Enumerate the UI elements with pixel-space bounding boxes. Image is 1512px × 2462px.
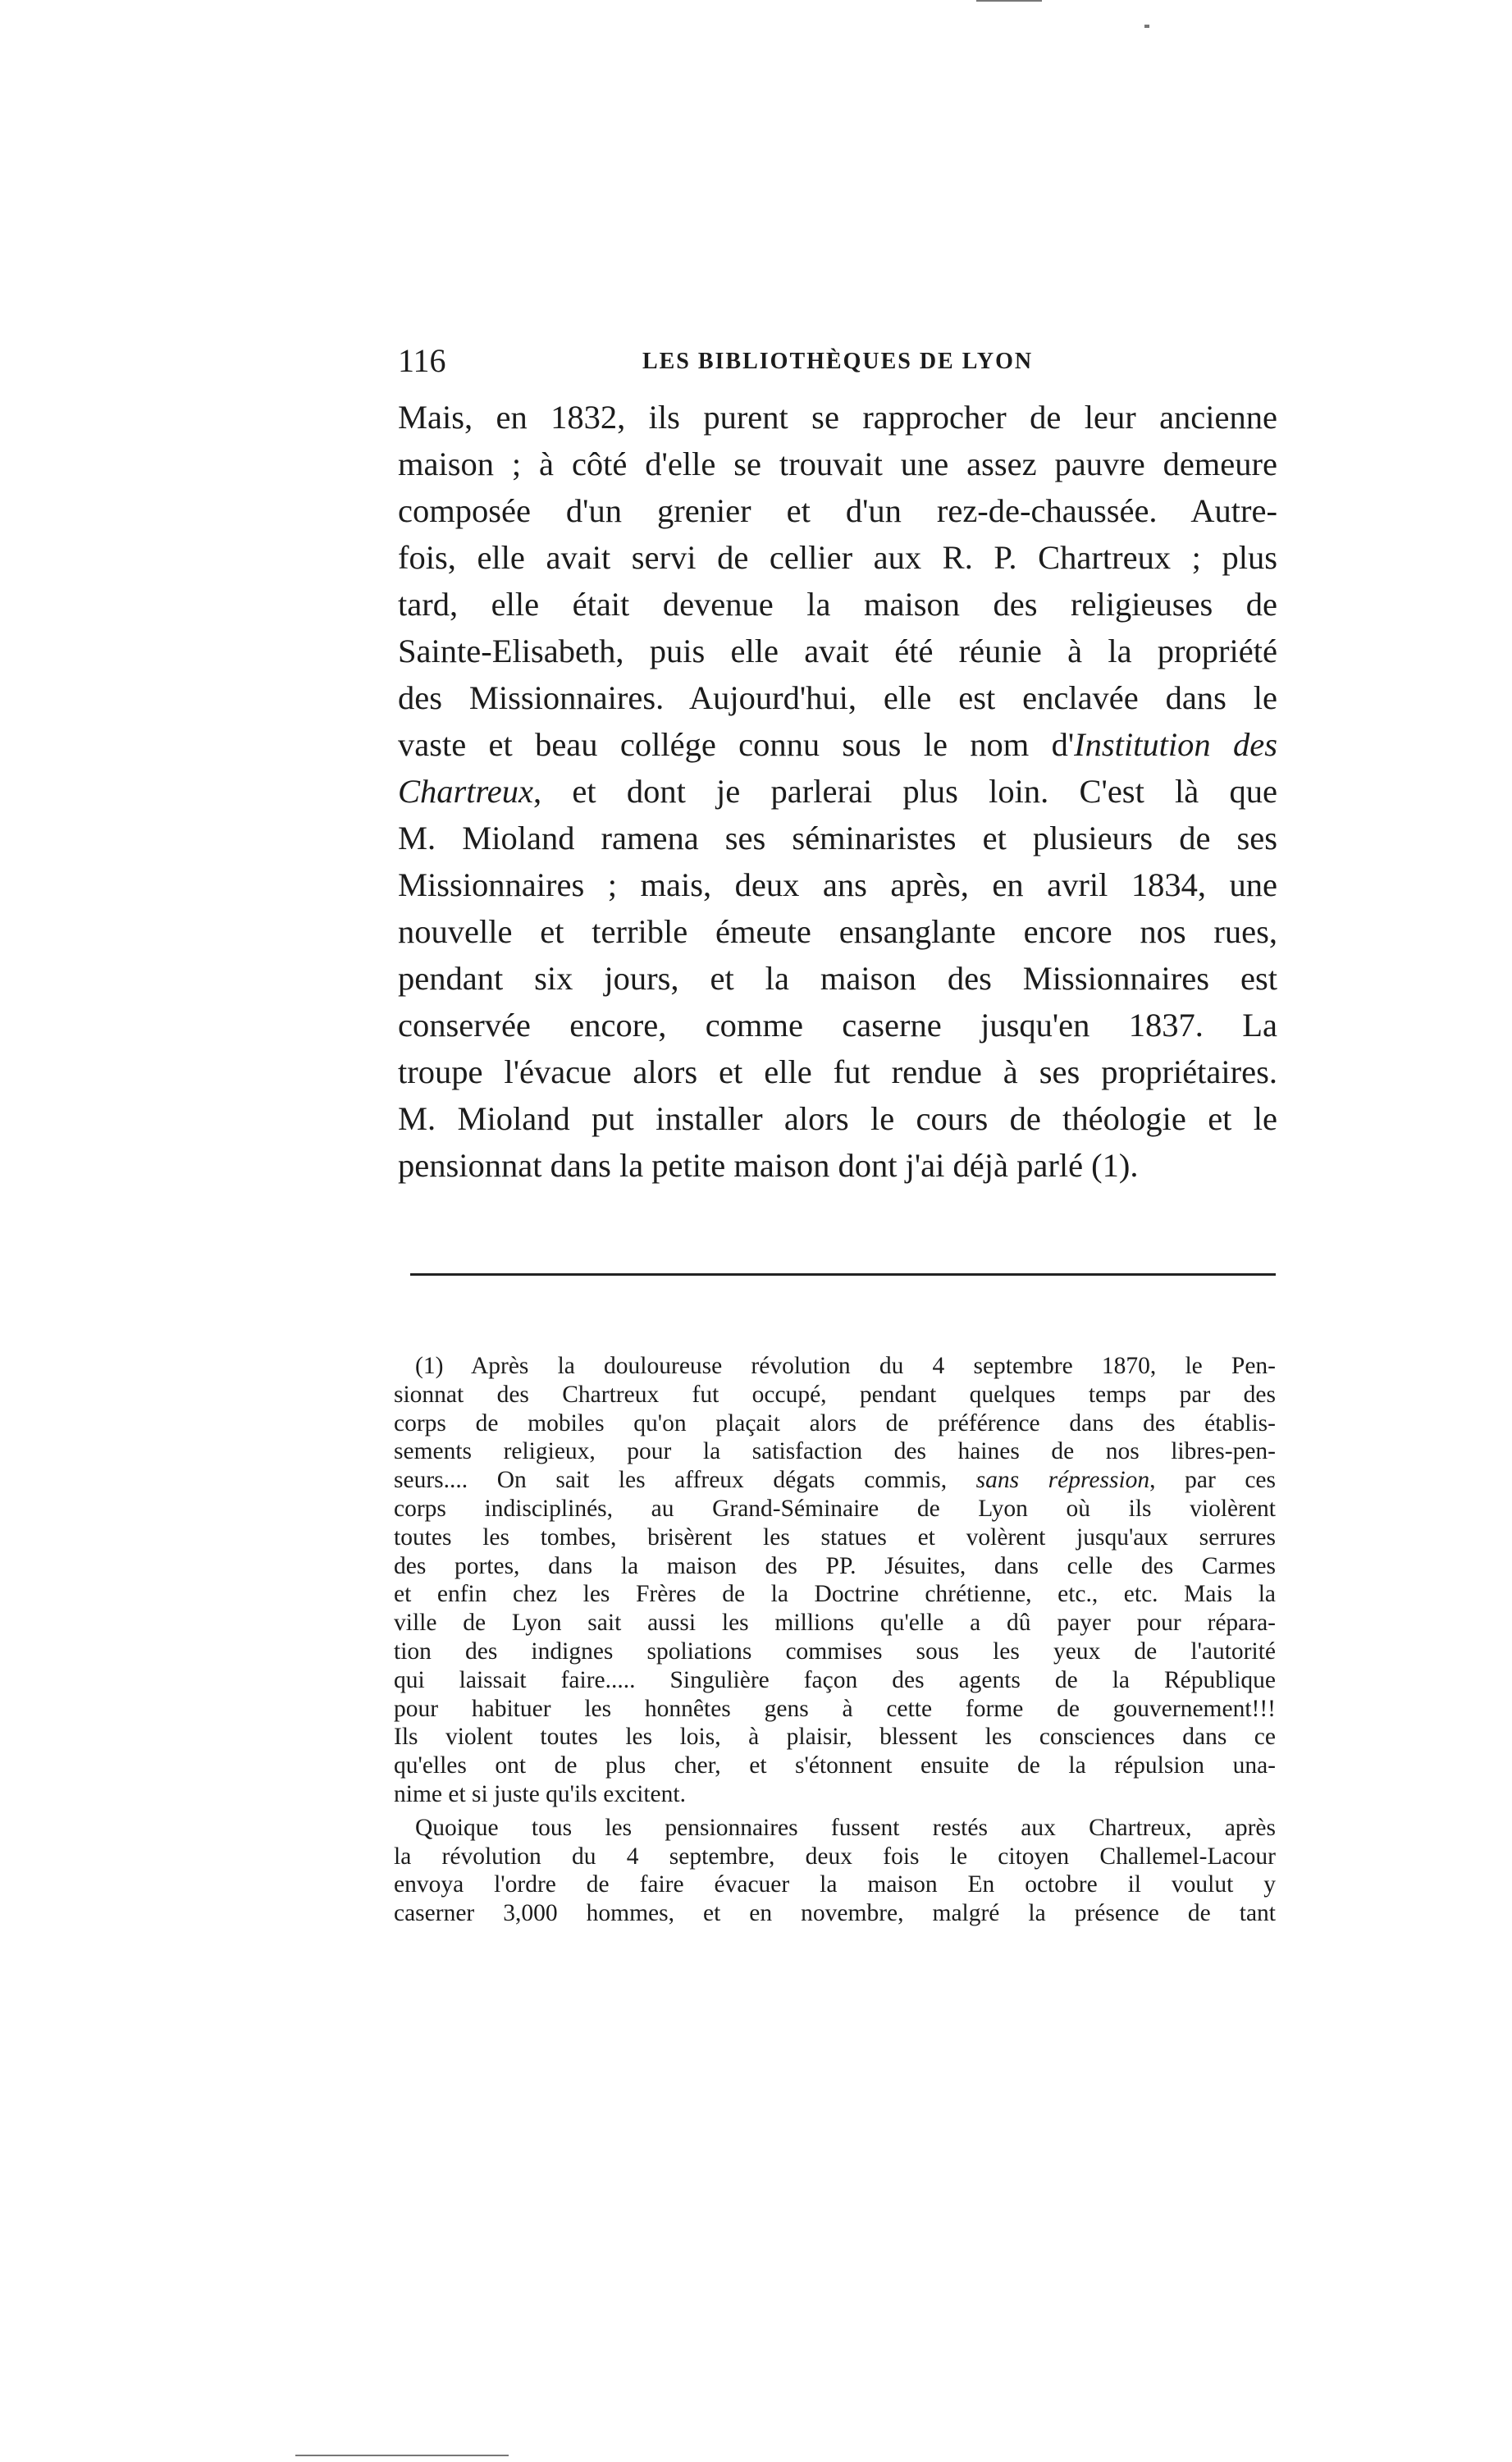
- footnote-line: Quoique tous les pensionnaires fussent restés aux Chartreux, après: [415, 1814, 1276, 1841]
- footnote-line: Ils violent toutes les lois, à plaisir, blessent les consciences dans ce: [394, 1724, 1276, 1751]
- footnote-line: envoya l'ordre de faire évacuer la maison En octobre il voulut y: [394, 1871, 1276, 1898]
- body-line: conservée encore, comme caserne jusqu'en 1837. La: [398, 1007, 1277, 1044]
- footnote-line: corps indisciplinés, au Grand-Séminaire de Lyon où ils violèrent: [394, 1495, 1276, 1522]
- main-paragraph: [398, 394, 1277, 1189]
- footnote-segment: seurs.... On sait les affreux dégats commis,: [394, 1467, 976, 1494]
- footnote-segment: , par ces: [1149, 1467, 1276, 1494]
- body-line-mixed: [398, 721, 1277, 768]
- footnote-line: qui laissait faire..... Singulière façon des agents de la République: [394, 1666, 1276, 1693]
- footnote-line: (1) Après la douloureuse révolution du 4 septembre 1870, le Pen-: [415, 1353, 1276, 1379]
- body-line: nouvelle et terrible émeute ensanglante encore nos rues,: [398, 913, 1277, 950]
- footnote-line: tion des indignes spoliations commises sous les yeux de l'autorité: [394, 1638, 1276, 1665]
- footnote-line: et enfin chez les Frères de la Doctrine chrétienne, etc., etc. Mais la: [394, 1581, 1276, 1608]
- institution-italic: Institution des: [1074, 726, 1277, 763]
- page-header: [398, 340, 1277, 381]
- chartreux-italic: Chartreux: [398, 773, 533, 810]
- scan-mark-top-right: [1144, 25, 1149, 28]
- footnote-line: sionnat des Chartreux fut occupé, pendant quelques temps par des: [394, 1381, 1276, 1408]
- body-line: fois, elle avait servi de cellier aux R. P. Chartreux ; plus: [398, 539, 1277, 576]
- footnote-line: toutes les tombes, brisèrent les statues et volèrent jusqu'aux serrures: [394, 1523, 1276, 1551]
- footnote-line: nime et si juste qu'ils excitent.: [394, 1780, 686, 1807]
- footnote-line: qu'elles ont de plus cher, et s'étonnent ensuite de la répulsion una-: [394, 1752, 1276, 1779]
- footnote-separator: [410, 1273, 1276, 1276]
- scan-mark-top: [976, 0, 1042, 2]
- body-line-mixed: [398, 768, 1277, 815]
- body-line: Missionnaires ; mais, deux ans après, en avril 1834, une: [398, 866, 1277, 903]
- footnote: [394, 1352, 1276, 1928]
- body-line: maison ; à côté d'elle se trouvait une assez pauvre demeure: [398, 445, 1277, 482]
- footnote-line: pour habituer les honnêtes gens à cette forme de gouvernement!!!: [394, 1695, 1276, 1722]
- body-line: M. Mioland put installer alors le cours de théologie et le: [398, 1100, 1277, 1137]
- footnote-line: sements religieux, pour la satisfaction des haines de nos libres-pen-: [394, 1438, 1276, 1465]
- footnote-line: la révolution du 4 septembre, deux fois le citoyen Challemel-Lacour: [394, 1843, 1276, 1870]
- body-line: composée d'un grenier et d'un rez-de-chaussée. Autre-: [398, 492, 1277, 529]
- footnote-paragraph-2: [394, 1814, 1276, 1928]
- body-line: Mais, en 1832, ils purent se rapprocher de leur ancienne: [398, 399, 1277, 436]
- body-text-segment: , et dont je parlerai plus loin. C'est là que: [533, 773, 1277, 810]
- body-text-segment: vaste et beau collége connu sous le nom d': [398, 726, 1075, 763]
- body-line: troupe l'évacue alors et elle fut rendue à ses propriétaires.: [398, 1053, 1277, 1090]
- body-line: pensionnat dans la petite maison dont j'ai déjà parlé (1).: [398, 1147, 1139, 1184]
- sans-repression-italic: sans répression: [975, 1467, 1150, 1494]
- scan-mark-bottom: [295, 2455, 509, 2456]
- running-head: LES BIBLIOTHÈQUES DE LYON: [642, 349, 1034, 374]
- page-number: 116: [398, 342, 446, 379]
- body-line: tard, elle était devenue la maison des religieuses de: [398, 586, 1277, 623]
- body-line: pendant six jours, et la maison des Missionnaires est: [398, 960, 1277, 997]
- footnote-line: corps de mobiles qu'on plaçait alors de préférence dans des établis-: [394, 1409, 1276, 1437]
- footnote-line-mixed: [394, 1466, 1276, 1495]
- body-line: M. Mioland ramena ses séminaristes et plusieurs de ses: [398, 820, 1277, 856]
- footnote-line: caserner 3,000 hommes, et en novembre, malgré la présence de tant: [394, 1900, 1276, 1927]
- body-line: des Missionnaires. Aujourd'hui, elle est enclavée dans le: [398, 679, 1277, 716]
- footnote-line: ville de Lyon sait aussi les millions qu'elle a dû payer pour répara-: [394, 1610, 1276, 1637]
- footnote-line: des portes, dans la maison des PP. Jésuites, dans celle des Carmes: [394, 1552, 1276, 1579]
- body-line: Sainte-Elisabeth, puis elle avait été réunie à la propriété: [398, 633, 1277, 669]
